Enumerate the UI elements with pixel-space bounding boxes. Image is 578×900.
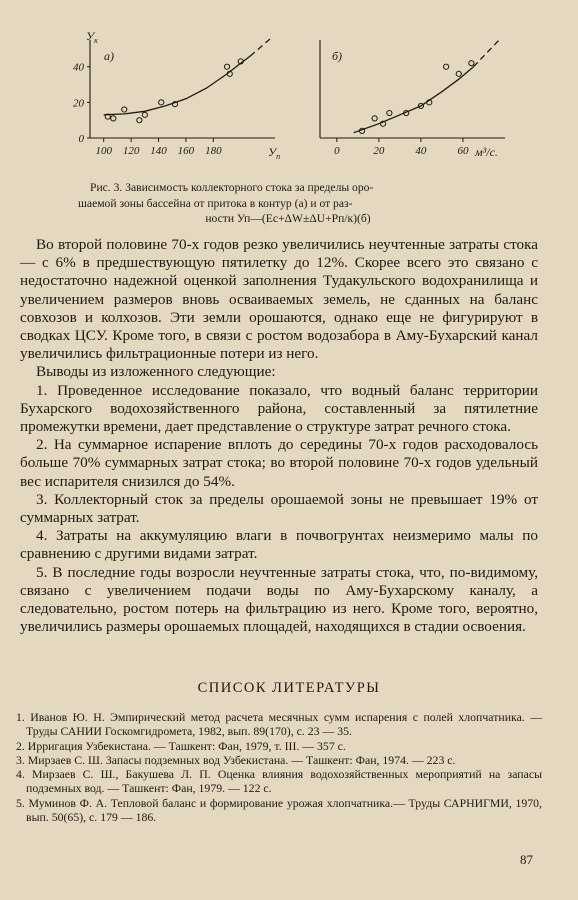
reference-item: 4. Мирзаев С. Ш., Бакушева Л. П. Оценка влияния водохозяйственных мероприятий на запасы подземных вод. — Ташкент: Фан, 1979. — 122 с. [16, 767, 542, 796]
paragraph: Выводы из изложенного следующие: [36, 363, 276, 381]
trend-extension-b [474, 38, 501, 66]
conclusion-item: 3. Коллекторный сток за пределы орошаемой зоны не превышает 19% от суммарных затрат. [20, 490, 538, 527]
data-point [137, 118, 142, 123]
reference-item: 1. Иванов Ю. Н. Эмпирический метод расчета месячных сумм испарения с полей хлопчатника. — Труды САНИИ Госкомгидромета, 1982, вып. 89(170), с. 23 — 35. [16, 710, 542, 739]
x-tick-label: 20 [373, 145, 385, 157]
x-tick-label: 140 [150, 145, 167, 157]
x-axis-label-a: $У_п$ [268, 145, 281, 161]
data-point [142, 112, 147, 117]
data-point [111, 116, 116, 121]
y-tick-label: 0 [78, 133, 84, 145]
data-point [444, 64, 449, 69]
reference-item: 2. Ирригация Узбекистана. — Ташкент: Фан, 1979, т. III. — 357 с. [16, 738, 346, 753]
references-list [16, 710, 542, 824]
x-axis-unit-b: м³/с. [475, 145, 498, 159]
figure-caption [78, 180, 498, 227]
y-axis-label-a: $У_к$ [86, 29, 98, 45]
chart-panel-b [320, 38, 505, 159]
caption-line: ности Уп—(Ес+ΔW±ΔU+Рп/к)(б) [205, 212, 371, 225]
chart-panel-a [73, 29, 280, 161]
x-tick-label: 120 [122, 145, 140, 157]
trend-line-b [354, 67, 474, 133]
paragraph: Во второй половине 70-х годов резко увеличились неучтенные затраты стока — с 6% в предшествующую пятилетку до 12%. Скорее всего это связано с недостаточно надежной оценкой заполнения Тудакульского водохранилища и увеличением размеров вновь осваиваемых земель, не сданных на баланс совхозов и колхозов. Эти земли орошаются, однако еще не фигурируют в сводках ЦСУ. Кроме того, в связи с ростом водозабора в Аму-Бухарский канал увеличились фильтрационные потери из него. [20, 236, 538, 363]
reference-item: 3. Мирзаев С. Ш. Запасы подземных вод Узбекистана. — Ташкент: Фан, 1974. — 223 с. [16, 752, 456, 767]
y-tick-label: 40 [73, 61, 84, 74]
conclusion-item: 5. В последние годы возросли неучтенные затраты стока, что, по-видимому, связано с увеличением подачи воды по Аму-Бухарскому каналу, а следовательно, ростом потерь на фильтрацию из него. Кроме того, вероятно, увеличились размеры орошаемых площадей, находящихся в стадии освоения. [20, 563, 538, 636]
caption-line: шаемой зоны бассейна от притока в контур (а) и от раз- [78, 196, 353, 210]
x-tick-label: 60 [457, 145, 469, 157]
x-tick-label: 180 [205, 145, 222, 157]
references-title: СПИСОК ЛИТЕРАТУРЫ [197, 680, 381, 696]
data-point [387, 110, 392, 115]
data-point [372, 116, 377, 121]
x-tick-label: 0 [334, 145, 340, 157]
reference-item: 5. Муминов Ф. А. Тепловой баланс и формирование урожая хлопчатника.— Труды САРНИГМИ, 1970, вып. 50(65), с. 179 — 186. [16, 795, 542, 825]
data-point [159, 100, 164, 105]
panel-label-a: а) [104, 49, 114, 63]
x-tick-label: 100 [95, 145, 112, 157]
trend-extension-a [250, 38, 271, 56]
data-point [456, 71, 461, 76]
caption-line: Рис. 3. Зависимость коллекторного стока за пределы оро- [90, 181, 374, 194]
data-point [122, 107, 127, 112]
y-tick-label: 20 [73, 97, 84, 110]
page-number: 87 [520, 852, 533, 867]
x-tick-label: 160 [177, 145, 195, 157]
conclusion-item: 2. На суммарное испарение вплоть до середины 70-х годов расходовалось больше 70% суммарных затрат стока; во второй половине 70-х годов удельный вес испарителя снизился до 54%. [20, 436, 538, 490]
figure-3 [50, 20, 530, 175]
conclusion-item: 4. Затраты на аккумуляцию влаги в почвогрунтах неизмеримо малы по сравнению с другими видами затрат. [20, 527, 538, 563]
conclusion-item: 1. Проведенное исследование показало, что водный баланс территории Бухарского водохозяйственного района, составленный за пятилетние промежутки времени, дает представление о структуре затрат речного стока. [20, 381, 538, 436]
data-point [224, 64, 229, 69]
data-point [469, 61, 474, 66]
panel-label-b: б) [332, 49, 343, 63]
x-tick-label: 40 [415, 145, 427, 157]
body-text [20, 236, 538, 636]
